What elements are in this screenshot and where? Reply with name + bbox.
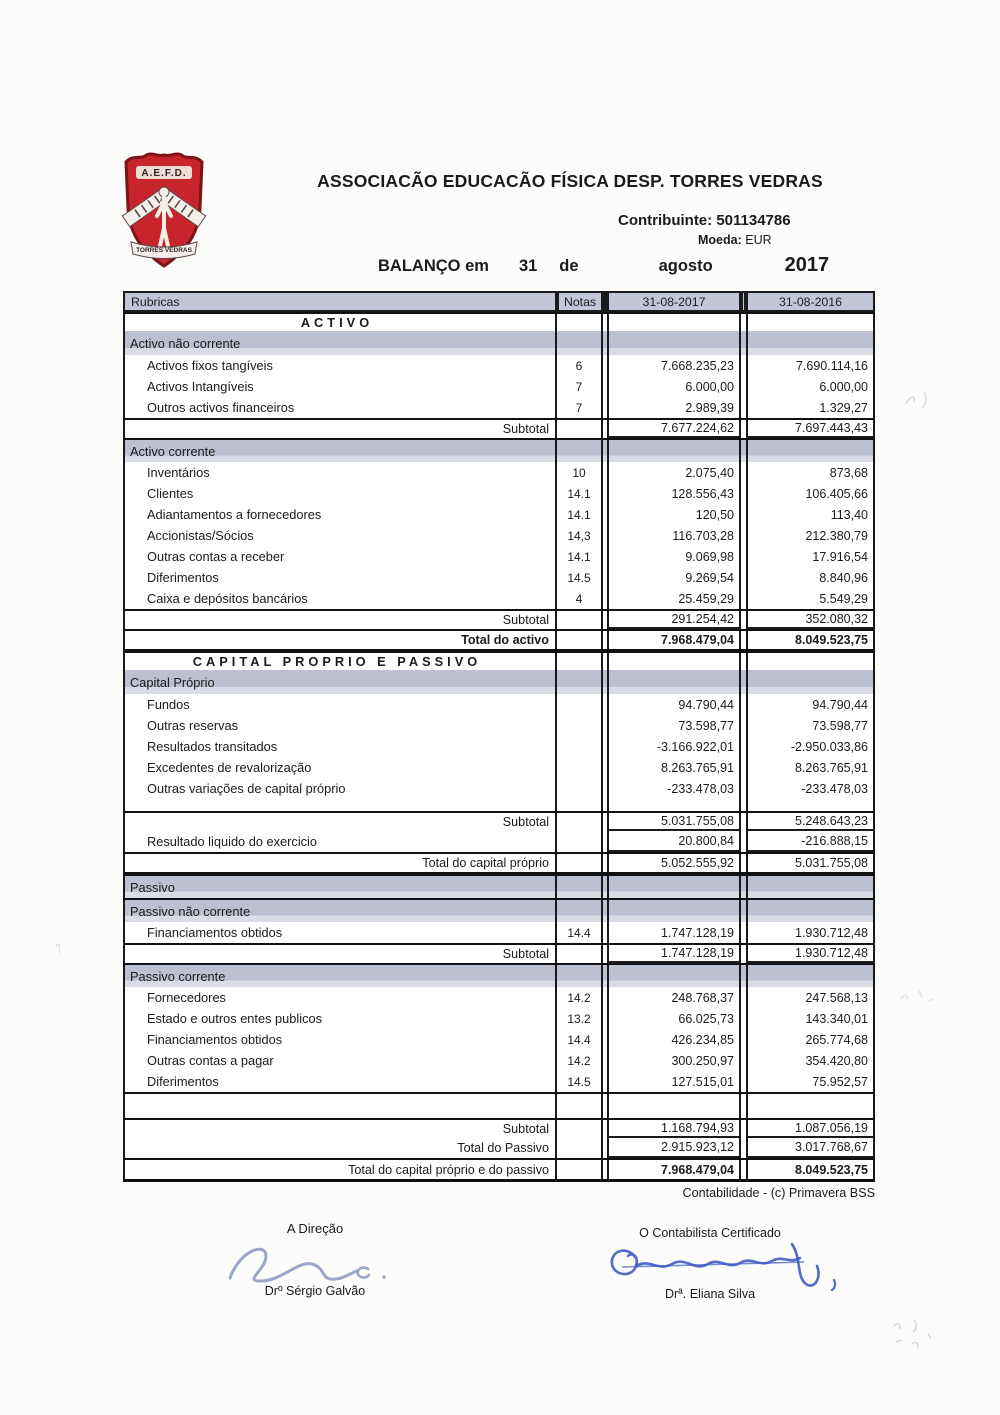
row-value-2017: 6.000,00 — [607, 376, 741, 397]
row-value-2017 — [607, 440, 741, 462]
section-band-row — [123, 874, 875, 898]
row-value-2017 — [607, 670, 741, 694]
row-value-2016 — [746, 900, 875, 922]
report-title-de: de — [559, 257, 579, 275]
table-row — [123, 525, 875, 546]
row-label: Resultado liquido do exercicio — [123, 831, 557, 852]
row-nota — [557, 1120, 603, 1138]
table-row — [123, 831, 875, 852]
table-row — [123, 376, 875, 397]
subtotal-row — [123, 418, 875, 438]
row-value-2017: 7.668.235,23 — [607, 355, 741, 376]
row-label: Capital Próprio — [123, 670, 557, 694]
contribuinte-value: 501134786 — [716, 212, 791, 229]
row-value-2017: 25.459,29 — [607, 588, 741, 609]
row-value-2017: 7.677.224,62 — [607, 420, 741, 438]
row-nota: 14.5 — [557, 1071, 603, 1092]
subtotal-row — [123, 1118, 875, 1138]
row-nota — [557, 854, 603, 872]
row-nota: 14.1 — [557, 504, 603, 525]
row-nota: 4 — [557, 588, 603, 609]
row-nota — [557, 757, 603, 778]
row-value-2016: 8.840,96 — [746, 567, 875, 588]
row-value-2017: 9.269,54 — [607, 567, 741, 588]
section-band-row — [123, 438, 875, 462]
row-value-2016: 6.000,00 — [746, 376, 875, 397]
row-nota — [557, 900, 603, 922]
row-label: Total do activo — [123, 631, 557, 649]
row-nota — [557, 813, 603, 831]
row-label: Diferimentos — [123, 1071, 557, 1092]
row-label: Subtotal — [123, 1120, 557, 1138]
table-row — [123, 1050, 875, 1071]
row-value-2016: 113,40 — [746, 504, 875, 525]
row-label: Activos fixos tangíveis — [123, 355, 557, 376]
row-nota: 14.1 — [557, 483, 603, 504]
row-value-2016 — [746, 799, 875, 811]
section-band-row — [123, 670, 875, 694]
section-band-row — [123, 331, 875, 355]
row-nota: 14.4 — [557, 922, 603, 943]
row-nota — [557, 876, 603, 898]
row-value-2016: 354.420,80 — [746, 1050, 875, 1071]
row-value-2017 — [607, 965, 741, 987]
row-label: Caixa e depósitos bancários — [123, 588, 557, 609]
subtotal-row — [123, 609, 875, 629]
row-label: Outros activos financeiros — [123, 397, 557, 418]
row-value-2016: 212.380,79 — [746, 525, 875, 546]
row-label: Subtotal — [123, 945, 557, 963]
row-label — [123, 1094, 557, 1118]
row-nota — [557, 314, 603, 331]
row-value-2017: 9.069,98 — [607, 546, 741, 567]
row-value-2017: 2.075,40 — [607, 462, 741, 483]
table-row — [123, 778, 875, 799]
row-value-2017: 1.168.794,93 — [607, 1120, 741, 1138]
row-label: Total do Passivo — [123, 1138, 557, 1158]
row-label: Fornecedores — [123, 987, 557, 1008]
row-nota: 14.4 — [557, 1029, 603, 1050]
row-value-2016: -233.478,03 — [746, 778, 875, 799]
row-value-2016: 106.405,66 — [746, 483, 875, 504]
column-header-2017: 31-08-2017 — [607, 291, 741, 312]
table-row — [123, 567, 875, 588]
table-row — [123, 546, 875, 567]
row-value-2017: -233.478,03 — [607, 778, 741, 799]
row-label: Clientes — [123, 483, 557, 504]
row-value-2016: 75.952,57 — [746, 1071, 875, 1092]
row-value-2017: 1.747.128,19 — [607, 945, 741, 963]
row-label: Inventários — [123, 462, 557, 483]
row-value-2017: 300.250,97 — [607, 1050, 741, 1071]
total-row — [123, 1158, 875, 1182]
row-value-2017: 128.556,43 — [607, 483, 741, 504]
row-nota — [557, 420, 603, 438]
scan-artifact — [898, 382, 938, 412]
row-value-2017 — [607, 331, 741, 355]
row-nota — [557, 715, 603, 736]
row-value-2017: 1.747.128,19 — [607, 922, 741, 943]
row-label: Activos Intangíveis — [123, 376, 557, 397]
table-row — [123, 483, 875, 504]
row-nota: 14,3 — [557, 525, 603, 546]
row-value-2016 — [746, 876, 875, 898]
row-value-2017: 7.968.479,04 — [607, 631, 741, 649]
table-header-row — [123, 291, 875, 312]
section-title-row — [123, 651, 875, 670]
table-row — [123, 987, 875, 1008]
report-title-month: agosto — [658, 257, 713, 275]
table-row — [123, 355, 875, 376]
row-label: Activo corrente — [123, 440, 557, 462]
total-row — [123, 629, 875, 651]
svg-text:TORRES VEDRAS: TORRES VEDRAS — [136, 247, 192, 254]
row-value-2016: 1.087.056,19 — [746, 1120, 875, 1138]
row-value-2016: 8.049.523,75 — [746, 631, 875, 649]
row-value-2016 — [746, 653, 875, 670]
row-label: Outras contas a receber — [123, 546, 557, 567]
table-row — [123, 397, 875, 418]
row-nota — [557, 611, 603, 629]
row-nota: 13.2 — [557, 1008, 603, 1029]
row-value-2017 — [607, 1094, 741, 1118]
row-nota: 14.2 — [557, 1050, 603, 1071]
row-value-2017: 248.768,37 — [607, 987, 741, 1008]
row-nota: 6 — [557, 355, 603, 376]
row-label: Financiamentos obtidos — [123, 1029, 557, 1050]
contabilista-title: O Contabilista Certificado — [639, 1226, 781, 1240]
row-label: Total do capital próprio e do passivo — [123, 1160, 557, 1179]
row-nota — [557, 1160, 603, 1179]
club-shield-logo-icon — [119, 146, 209, 274]
row-value-2016: 5.549,29 — [746, 588, 875, 609]
row-nota — [557, 831, 603, 852]
row-value-2016: 8.049.523,75 — [746, 1160, 875, 1179]
row-label: ACTIVO — [123, 314, 557, 331]
row-value-2017: 291.254,42 — [607, 611, 741, 629]
row-value-2016 — [746, 670, 875, 694]
contabilista-signature-ink — [606, 1236, 851, 1294]
column-header-rubricas: Rubricas — [123, 291, 557, 312]
report-title-day: 31 — [518, 257, 538, 275]
row-value-2017: 20.800,84 — [607, 831, 741, 852]
row-label: Accionistas/Sócios — [123, 525, 557, 546]
row-label: Adiantamentos a fornecedores — [123, 504, 557, 525]
row-label: Subtotal — [123, 611, 557, 629]
row-value-2016: 265.774,68 — [746, 1029, 875, 1050]
spacer-row — [123, 1092, 875, 1118]
row-value-2017: -3.166.922,01 — [607, 736, 741, 757]
table-row — [123, 757, 875, 778]
currency-line — [698, 233, 772, 247]
row-nota — [557, 799, 603, 811]
row-value-2016: 7.690.114,16 — [746, 355, 875, 376]
row-value-2017: 7.968.479,04 — [607, 1160, 741, 1179]
row-label: Subtotal — [123, 420, 557, 438]
organization-name: ASSOCIACÃO EDUCACÃO FÍSICA DESP. TORRES VEDRAS — [317, 171, 823, 191]
row-value-2016 — [746, 331, 875, 355]
section-band-row — [123, 963, 875, 987]
row-value-2016: 1.329,27 — [746, 397, 875, 418]
row-nota — [557, 965, 603, 987]
row-value-2016: 247.568,13 — [746, 987, 875, 1008]
table-row — [123, 694, 875, 715]
row-value-2017: 5.031.755,08 — [607, 813, 741, 831]
row-value-2017: 8.263.765,91 — [607, 757, 741, 778]
report-title — [378, 254, 829, 277]
row-value-2016: 873,68 — [746, 462, 875, 483]
row-value-2016: 352.080,32 — [746, 611, 875, 629]
row-value-2016: 7.697.443,43 — [746, 420, 875, 438]
row-nota — [557, 945, 603, 963]
table-row — [123, 588, 875, 609]
direcao-title: A Direção — [286, 1221, 344, 1236]
subtotal-row — [123, 1138, 875, 1158]
row-label: Passivo — [123, 876, 557, 898]
svg-text:A.E.F.D.: A.E.F.D. — [141, 168, 187, 179]
row-value-2017: 127.515,01 — [607, 1071, 741, 1092]
row-nota — [557, 631, 603, 649]
row-nota: 7 — [557, 376, 603, 397]
row-nota: 14.5 — [557, 567, 603, 588]
row-nota — [557, 1138, 603, 1158]
column-header-2016: 31-08-2016 — [746, 291, 875, 312]
row-label: Outras contas a pagar — [123, 1050, 557, 1071]
row-value-2016: 5.031.755,08 — [746, 854, 875, 872]
section-title-row — [123, 312, 875, 331]
software-credit: Contabilidade - (c) Primavera BSS — [682, 1186, 875, 1200]
row-nota — [557, 736, 603, 757]
subtotal-row — [123, 811, 875, 831]
row-label: Subtotal — [123, 813, 557, 831]
report-title-year: 2017 — [784, 254, 830, 276]
section-band-row — [123, 898, 875, 922]
row-value-2017 — [607, 900, 741, 922]
subtotal-row — [123, 943, 875, 963]
contabilista-name: Drª. Eliana Silva — [664, 1287, 756, 1301]
row-value-2016 — [746, 965, 875, 987]
row-nota: 14.1 — [557, 546, 603, 567]
row-label: Total do capital próprio — [123, 854, 557, 872]
table-row — [123, 462, 875, 483]
row-value-2017: 2.915.923,12 — [607, 1138, 741, 1158]
row-label: Outras reservas — [123, 715, 557, 736]
table-row — [123, 736, 875, 757]
balance-table-body — [123, 312, 875, 1182]
row-value-2017: 426.234,85 — [607, 1029, 741, 1050]
row-nota: 14.2 — [557, 987, 603, 1008]
row-label: Activo não corrente — [123, 331, 557, 355]
report-title-prefix: BALANÇO em — [378, 257, 489, 275]
scan-artifact — [884, 1314, 944, 1359]
table-row — [123, 922, 875, 943]
row-value-2017: 66.025,73 — [607, 1008, 741, 1029]
row-value-2016: 17.916,54 — [746, 546, 875, 567]
row-value-2017 — [607, 653, 741, 670]
balance-table — [123, 291, 875, 1182]
row-nota: 10 — [557, 462, 603, 483]
row-value-2017 — [607, 799, 741, 811]
row-value-2017: 2.989,39 — [607, 397, 741, 418]
row-nota — [557, 653, 603, 670]
taxpayer-number-line — [618, 212, 791, 229]
row-value-2016: 94.790,44 — [746, 694, 875, 715]
row-nota — [557, 670, 603, 694]
row-nota — [557, 331, 603, 355]
row-value-2016: 3.017.768,67 — [746, 1138, 875, 1158]
row-label: Financiamentos obtidos — [123, 922, 557, 943]
row-label: Diferimentos — [123, 567, 557, 588]
direcao-name: Drº Sérgio Galvão — [264, 1284, 366, 1298]
row-value-2017 — [607, 876, 741, 898]
contribuinte-label: Contribuinte: — [618, 212, 713, 229]
row-value-2016 — [746, 1094, 875, 1118]
row-label: Estado e outros entes publicos — [123, 1008, 557, 1029]
moeda-value: EUR — [745, 233, 772, 247]
row-value-2016: 1.930.712,48 — [746, 945, 875, 963]
row-label: Excedentes de revalorização — [123, 757, 557, 778]
spacer-row — [123, 799, 875, 811]
row-label: CAPITAL PROPRIO E PASSIVO — [123, 653, 557, 670]
row-label: Resultados transitados — [123, 736, 557, 757]
column-header-notas: Notas — [557, 291, 603, 312]
row-label: Passivo não corrente — [123, 900, 557, 922]
scan-artifact: ߣ — [55, 942, 62, 956]
table-row — [123, 1008, 875, 1029]
scan-artifact — [895, 985, 940, 1010]
row-value-2016: 5.248.643,23 — [746, 813, 875, 831]
row-nota — [557, 778, 603, 799]
row-label: Passivo corrente — [123, 965, 557, 987]
row-value-2016: -216.888,15 — [746, 831, 875, 852]
row-value-2016: 143.340,01 — [746, 1008, 875, 1029]
row-nota — [557, 694, 603, 715]
row-nota — [557, 1094, 603, 1118]
total-row — [123, 852, 875, 874]
row-nota: 7 — [557, 397, 603, 418]
row-value-2017: 116.703,28 — [607, 525, 741, 546]
table-row — [123, 504, 875, 525]
row-value-2016: 8.263.765,91 — [746, 757, 875, 778]
row-value-2016: 73.598,77 — [746, 715, 875, 736]
row-nota — [557, 440, 603, 462]
row-value-2017 — [607, 314, 741, 331]
row-label: Fundos — [123, 694, 557, 715]
table-row — [123, 1029, 875, 1050]
table-row — [123, 715, 875, 736]
row-value-2016: -2.950.033,86 — [746, 736, 875, 757]
row-value-2016 — [746, 440, 875, 462]
row-value-2017: 94.790,44 — [607, 694, 741, 715]
row-label: Outras variações de capital próprio — [123, 778, 557, 799]
row-value-2016 — [746, 314, 875, 331]
moeda-label: Moeda: — [698, 233, 742, 247]
row-value-2017: 120,50 — [607, 504, 741, 525]
row-value-2017: 73.598,77 — [607, 715, 741, 736]
row-value-2016: 1.930.712,48 — [746, 922, 875, 943]
row-value-2017: 5.052.555,92 — [607, 854, 741, 872]
table-row — [123, 1071, 875, 1092]
row-label — [123, 799, 557, 811]
